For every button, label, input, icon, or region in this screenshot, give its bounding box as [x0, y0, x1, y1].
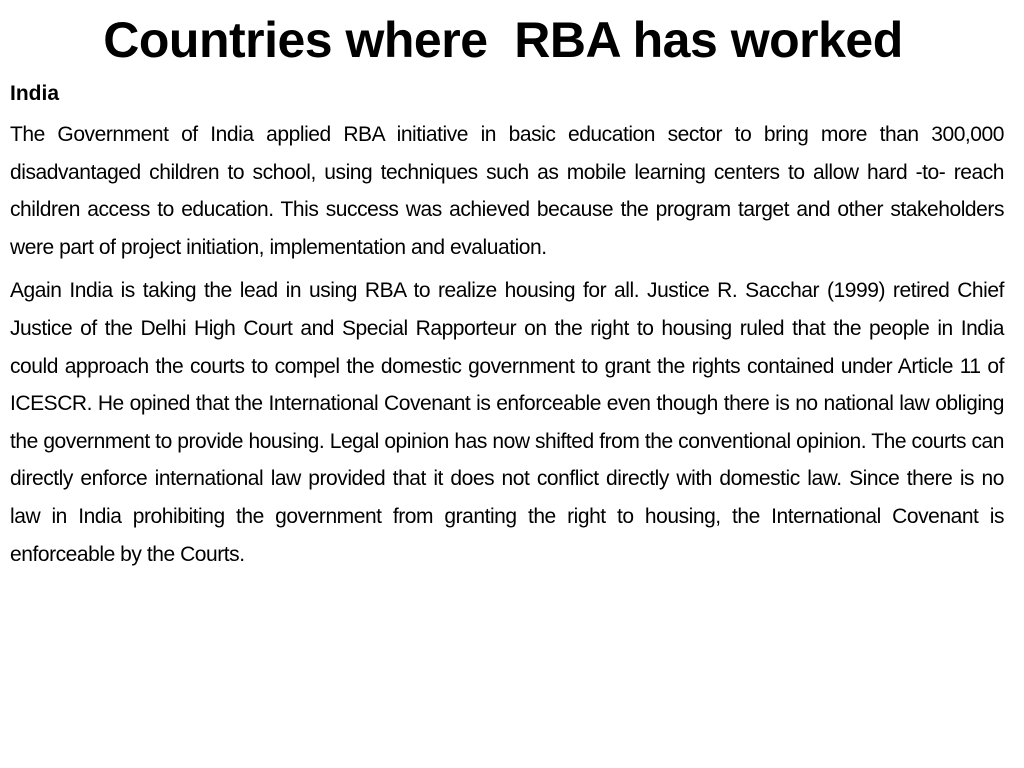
body-paragraph-housing: Again India is taking the lead in using RBA to realize housing for all. Justice R. Sacchar (1999) retired Chief Justice of the Delhi High Court and Special Rapporteur on the right to housing ruled that the people in India could approach the courts to compel the domestic government to grant the rights contained under Article 11 of ICESCR. He opined that the International Covenant is enforceable even though there is no national law obliging the government to provide housing. Legal opinion has now shifted from the conventional opinion. The courts can directly enforce international law provided that it does not conflict directly with domestic law. Since there is no law in India prohibiting the government from granting the right to housing, the International Covenant is enforceable by the Courts.	[10, 279, 1004, 566]
slide-body	[10, 78, 1004, 573]
body-paragraph-education: The Government of India applied RBA initiative in basic education sector to bring more than 300,000 disadvantaged children to school, using techniques such as mobile learning centers to allow hard -to- reach children access to education. This success was achieved because the program target and other stakeholders were part of project initiation, implementation and evaluation.	[10, 123, 1004, 259]
slide-title: Countries where RBA has worked	[103, 12, 903, 68]
section-heading: India	[10, 82, 60, 105]
